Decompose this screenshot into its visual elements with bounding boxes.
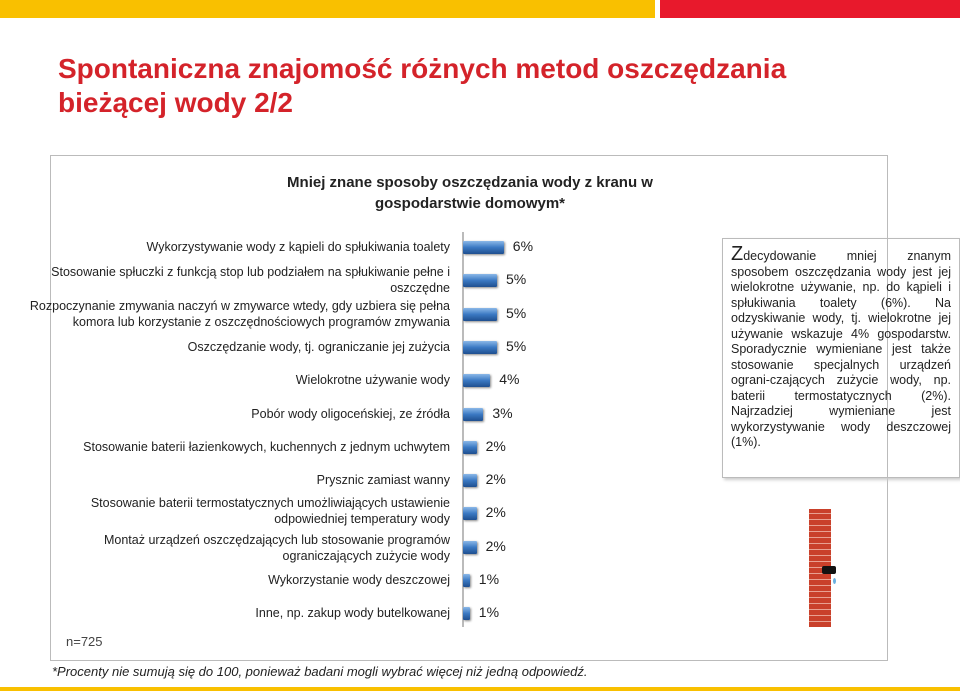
category-label-line: Stosowanie baterii termostatycznych umożliwiających ustawienie: [90, 496, 450, 511]
category-label: [91, 495, 450, 527]
bar: [463, 474, 477, 487]
category-label: [104, 532, 450, 564]
data-label: 6%: [512, 238, 534, 254]
bar: [463, 308, 497, 321]
data-label: 2%: [485, 537, 506, 554]
bar: [463, 374, 490, 387]
category-label: [268, 572, 450, 588]
note-text: decydowanie mniej znanym sposobem oszczędzania wody jest jej wielokrotne używanie, np. do kąpieli i spłukiwania toalety (6%). Na odzyskiwanie wody, tj. wielokrotne jej używanie wskazuje 4% gospodarstw. Sporadycznie wymieniane jest także stosowanie specjalnych urządzeń ograni-czających zużycie wody, np. baterii termostatycznych (2%). Najrzadziej wymieniane jest wykorzystywanie wody deszczowej (1%).: [731, 249, 951, 449]
category-label-line: Wielokrotne używanie wody: [295, 373, 450, 388]
summary-note: [722, 238, 960, 478]
category-label: [83, 439, 450, 455]
category-label-line: oszczędne: [390, 281, 450, 296]
bar: [463, 441, 477, 454]
bar: [463, 541, 477, 554]
chart-title: Mniej znane sposoby oszczędzania wody z kranu w gospodarstwie domowym*: [287, 174, 653, 212]
y-axis: [462, 232, 464, 627]
category-label: [255, 605, 450, 621]
bar: [463, 607, 470, 620]
faucet-icon: [822, 566, 836, 574]
category-label-line: Stosowanie baterii łazienkowych, kuchennych z jednym uchwytem: [83, 439, 450, 454]
bottom-band: [0, 687, 960, 691]
bar: [463, 241, 504, 254]
category-label: [251, 406, 450, 422]
data-label: 1%: [478, 571, 500, 587]
data-label: 3%: [492, 404, 513, 421]
category-label-line: Montaż urządzeń oszczędzających lub stosowanie programów: [103, 532, 450, 547]
category-label: [317, 472, 450, 488]
data-label: 5%: [506, 271, 527, 288]
data-label: 1%: [478, 604, 500, 621]
bar: [463, 408, 483, 421]
category-label-line: ograniczających zużycie wody: [282, 548, 450, 563]
data-label: 5%: [506, 337, 527, 354]
category-label-line: komora lub korzystanie z oszczędnościowych programów zmywania: [72, 314, 450, 329]
bar: [463, 507, 477, 520]
category-label-line: Wykorzystywanie wody z kąpieli do spłukiwania toalety: [146, 240, 450, 254]
page-title: Spontaniczna znajomość różnych metod oszczędzania bieżącej wody 2/2: [58, 53, 787, 118]
data-label: 5%: [506, 304, 527, 321]
bar: [463, 274, 497, 287]
data-label: 2%: [485, 504, 506, 521]
top-red-band: [660, 0, 960, 18]
data-label: 2%: [485, 437, 506, 454]
category-label-line: Prysznic zamiast wanny: [316, 473, 450, 488]
footnote: *Procenty nie sumują się do 100, ponieważ badani mogli wybrać więcej niż jedną odpowiedź.: [52, 664, 588, 679]
top-yellow-band: [0, 0, 655, 18]
sample-size: n=725: [66, 634, 103, 649]
bar: [463, 341, 497, 354]
category-label-line: Pobór wody oligoceńskiej, ze źródła: [251, 406, 450, 421]
category-label-line: Oszczędzanie wody, tj. ograniczanie jej zużycia: [187, 339, 450, 354]
water-drop-icon: [833, 578, 836, 584]
category-label: [51, 264, 450, 296]
data-label: 4%: [499, 371, 520, 388]
note-initial: Z: [731, 243, 744, 265]
bar: [463, 574, 470, 587]
category-label: [296, 372, 450, 388]
category-label: [147, 239, 451, 255]
category-label: [30, 298, 450, 330]
category-label-line: Rozpoczynanie zmywania naczyń w zmywarce wtedy, gdy uzbiera się pełna: [29, 298, 450, 313]
category-label: [188, 339, 450, 355]
category-label-line: Stosowanie spłuczki z funkcją stop lub podziałem na spłukiwanie pełne i: [51, 265, 450, 280]
category-label-line: Inne, np. zakup wody butelkowanej: [255, 606, 450, 621]
data-label: 2%: [485, 471, 506, 488]
category-label-line: odpowiedniej temperatury wody: [274, 512, 450, 527]
category-label-line: Wykorzystanie wody deszczowej: [268, 573, 450, 587]
